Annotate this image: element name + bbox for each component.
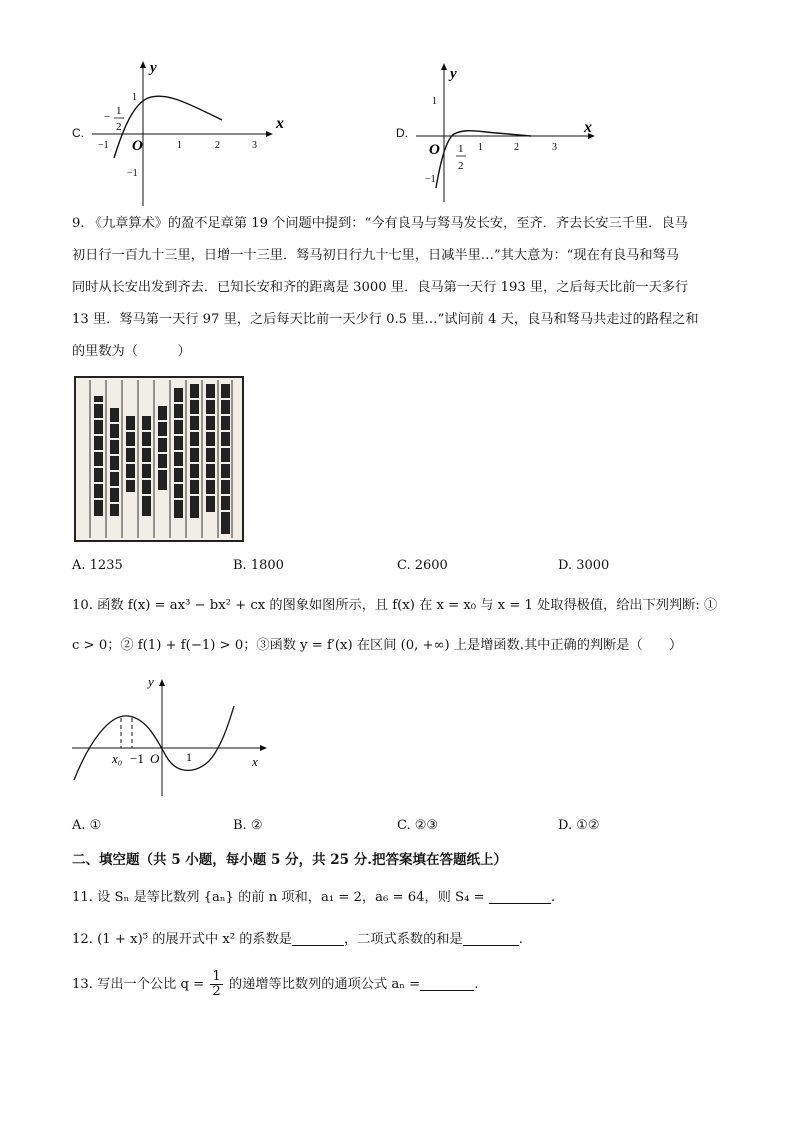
ancient-text-drawing (76, 378, 242, 540)
q11-answer-blank[interactable] (489, 889, 551, 904)
graph-c-svg (72, 56, 292, 208)
graph-c-half-sign: − (104, 111, 111, 123)
graph-c-tick-yneg1: −1 (127, 168, 138, 179)
q9-option-d[interactable]: D. 3000 (558, 558, 610, 573)
q11-text: 11. 设 Sₙ 是等比数列 {aₙ} 的前 n 项和，a₁ = 2，a₆ = 64，则 S₄ = (72, 890, 485, 905)
graph-d-y-label: y (450, 66, 457, 82)
q10-one-label: 1 (186, 750, 192, 764)
q9-line-3: 同时从长安出发到齐去．已知长安和齐的距离是 3000 里．良马第一天行 193 里，之后每天比前一天多行 (72, 280, 689, 295)
graph-d-half-num: 1 (458, 143, 464, 155)
graph-d (396, 56, 606, 208)
graph-c-y-label: y (150, 60, 157, 76)
q10-x0-label: x₀ (112, 751, 123, 766)
q13-frac-num: 1 (212, 969, 221, 984)
q10-line-2: c > 0；② f(1) + f(−1) > 0；③函数 y = f′(x) 在区间 (0, +∞) 上是增函数.其中正确的判断是（ ） (72, 638, 683, 653)
q9-line-1: 9. 《九章算术》的盈不足章第 19 个问题中提到：“今有良马与驽马发长安，至齐．齐去长安三千里．良马 (72, 216, 688, 231)
graph-d-half-den: 2 (458, 160, 464, 172)
q13-answer-blank[interactable] (420, 976, 474, 991)
q9-option-b[interactable]: B. 1800 (233, 558, 284, 573)
graph-c-half-den: 2 (116, 121, 122, 133)
q10-curve (74, 706, 234, 780)
graph-c-curve (114, 96, 222, 158)
q10-x-label: x (252, 754, 258, 769)
graph-c-tick-2: 2 (215, 140, 220, 151)
q12-answer-blank-1[interactable] (292, 931, 344, 946)
graph-c-x-label: x (276, 115, 284, 132)
section-fill-in-title: 二、填空题（共 5 小题，每小题 5 分，共 25 分.把答案填在答题纸上） (72, 852, 507, 868)
q12-answer-blank-2[interactable] (463, 931, 519, 946)
graph-d-label: D. (396, 126, 408, 140)
graph-d-tick-2: 2 (514, 142, 519, 153)
ancient-text-image (74, 376, 244, 542)
graph-d-tick-yneg1: −1 (425, 174, 436, 185)
q12-line (72, 928, 523, 947)
graph-c-half-num: 1 (116, 105, 122, 117)
graph-d-x-label: x (584, 119, 592, 136)
q9-line-5: 的里数为（ ） (72, 344, 191, 359)
q9-line-2: 初日行一百九十三里，日增一十三里．驽马初日行九十七里，日减半里…”其大意为：“现在有良马和驽马 (72, 248, 679, 263)
q9-option-a[interactable]: A. 1235 (72, 558, 123, 573)
graph-c-tick-neg1: −1 (98, 140, 109, 151)
q10-option-d[interactable]: D. ①② (558, 818, 600, 833)
q10-line-1: 10. 函数 f(x) = ax³ − bx² + cx 的图象如图所示，且 f(x) 在 x = x₀ 与 x = 1 处取得极值，给出下列判断: ① (72, 598, 718, 613)
q13-text-1: 13. 写出一个公比 q = (72, 977, 205, 992)
q10-option-b[interactable]: B. ② (233, 818, 263, 833)
q10-option-a[interactable]: A. ① (72, 818, 102, 833)
q12-text-1: 12. (1 + x)⁵ 的展开式中 x² 的系数是 (72, 932, 292, 947)
q9-line-4: 13 里．驽马第一天行 97 里，之后每天比前一天少行 0.5 里…”试问前 4 天，良马和驽马共走过的路程之和 (72, 312, 699, 327)
q10-origin-label: O (150, 751, 160, 766)
q11-end: . (550, 890, 556, 905)
graph-d-svg (396, 56, 606, 208)
q12-text-2: ，二项式系数的和是 (344, 932, 463, 947)
graph-d-tick-y1: 1 (432, 96, 437, 107)
q10-graph (70, 670, 280, 800)
q12-end: . (518, 932, 523, 947)
graph-c-tick-3: 3 (252, 140, 257, 151)
q13-fraction (210, 970, 222, 999)
graph-d-tick-1: 1 (478, 142, 483, 153)
q10-y-label: y (148, 674, 154, 689)
q13-frac-den: 2 (212, 984, 221, 999)
graph-d-tick-3: 3 (552, 142, 557, 153)
q10-graph-svg (70, 670, 280, 800)
graph-c-origin: O (132, 138, 143, 154)
q11-line (72, 886, 555, 905)
graph-c-label: C. (72, 126, 84, 140)
graph-d-curve (436, 131, 531, 188)
q10-neg1-label: −1 (130, 751, 144, 766)
graph-c-tick-y1: 1 (132, 92, 137, 103)
graph-d-origin: O (429, 142, 440, 158)
q9-option-c[interactable]: C. 2600 (397, 558, 448, 573)
q10-option-c[interactable]: C. ②③ (397, 818, 439, 833)
graph-c-tick-1: 1 (177, 140, 182, 151)
graph-c (72, 56, 292, 208)
q13-text-2: 的递增等比数列的通项公式 aₙ = (228, 977, 421, 992)
q13-end: . (474, 977, 479, 992)
q13-line (72, 970, 478, 999)
